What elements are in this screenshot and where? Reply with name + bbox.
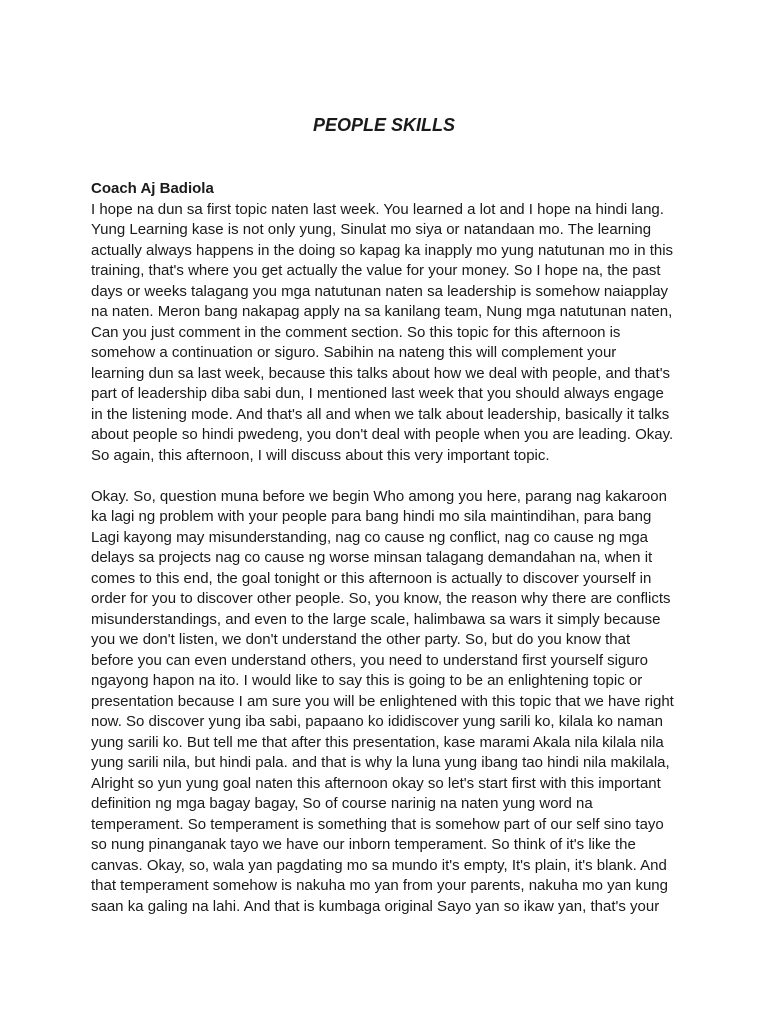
text-line: yung sarili ko. But tell me that after this presentation, kase marami Akala nila kilala nila [91,733,664,751]
paragraph-intro [91,200,691,467]
text-line: you we don't listen, we don't understand the other party. So, but do you know that [91,631,631,648]
text-line: in the listening mode. And that's all and when we talk about leadership, basically it talks [91,405,670,423]
text-line: Yung Learning kase is not only yung, Sinulat mo siya or natandaan mo. The learning [91,221,652,238]
text-line: actually always happens in the doing so kapag ka inapply mo yung natutunan mo in this [91,241,674,259]
text-line: I hope na dun sa first topic naten last week. You learned a lot and I hope na hindi lang. [91,200,664,218]
text-line: that temperament somehow is nakuha mo yan from your parents, nakuha mo yan kung [91,877,668,894]
document-body [91,179,691,917]
text-line: comes to this end, the goal tonight or this afternoon is actually to discover yourself in [91,569,652,587]
text-line: Lagi kayong may misunderstanding, nag co cause ng conflict, nag co cause ng mga [91,528,649,546]
text-line: somehow a continuation or siguro. Sabihin na nateng this will complement your [91,344,617,361]
text-line: Alright so yun yung goal naten this afternoon okay so let's start first with this important [91,774,661,792]
text-line: part of leadership diba sabi dun, I mentioned last week that you should always engage [91,385,664,402]
document-title: PEOPLE SKILLS [312,115,456,135]
text-line: saan ka galing na lahi. And that is kumbaga original Sayo yan so ikaw yan, that's your [91,897,660,915]
text-line: ngayong hapon na ito. I would like to say this is going to be an enlightening topic or [91,672,643,689]
text-line: na naten. Meron bang nakapag apply na sa kanilang team, Nung mga natutunan naten, [91,303,673,320]
paragraph-spacer [91,466,691,487]
text-line: canvas. Okay, so, wala yan pagdating mo sa mundo it's empty, It's plain, it's blank. And [91,856,667,874]
text-line: So again, this afternoon, I will discuss about this very important topic. [91,446,550,464]
speaker-name: Coach Aj Badiola [91,180,214,197]
text-line: presentation because I am sure you will be enlightened with this topic that we have right [91,692,674,710]
text-line: learning dun sa last week, because this talks about how we deal with people, and that's [91,364,671,382]
text-line: Okay. So, question muna before we begin Who among you here, parang nag kakaroon [91,487,667,505]
text-line: now. So discover yung iba sabi, papaano ko ididiscover yung sarili ko, kilala ko naman [91,713,663,730]
text-line: training, that's where you get actually the value for your money. So I hope na, the past [91,262,661,279]
text-line: delays sa projects nag co cause ng worse minsan talagang demandahan na, when it [91,549,653,566]
text-line: yung sarili nila, but hindi pala. and that is why la luna yung ibang tao hindi nila makilala, [91,754,670,771]
text-line: about people so hindi pwedeng, you don't deal with people when you are leading. Okay. [91,426,674,443]
text-line: order for you to discover other people. So, you know, the reason why there are conflicts [91,590,671,607]
text-line: so nung pinanganak tayo we have our inborn temperament. So think of it's like the [91,836,636,853]
paragraph-discussion [91,487,691,918]
text-line: misunderstandings, and even to the large scale, halimbawa sa wars it simply because [91,610,661,628]
text-line: definition ng mga bagay bagay, So of course narinig na naten yung word na [91,795,593,812]
text-line: before you can even understand others, you need to understand first yourself siguro [91,651,649,669]
text-line: ka lagi ng problem with your people para bang hindi mo sila maintindihan, para bang [91,508,652,525]
text-line: days or weeks talagang you mga natutunan naten sa leadership is somehow naiapplay [91,282,669,300]
text-line: Can you just comment in the comment section. So this topic for this afternoon is [91,323,621,341]
text-line: temperament. So temperament is something that is somehow part of our self sino tayo [91,815,664,833]
